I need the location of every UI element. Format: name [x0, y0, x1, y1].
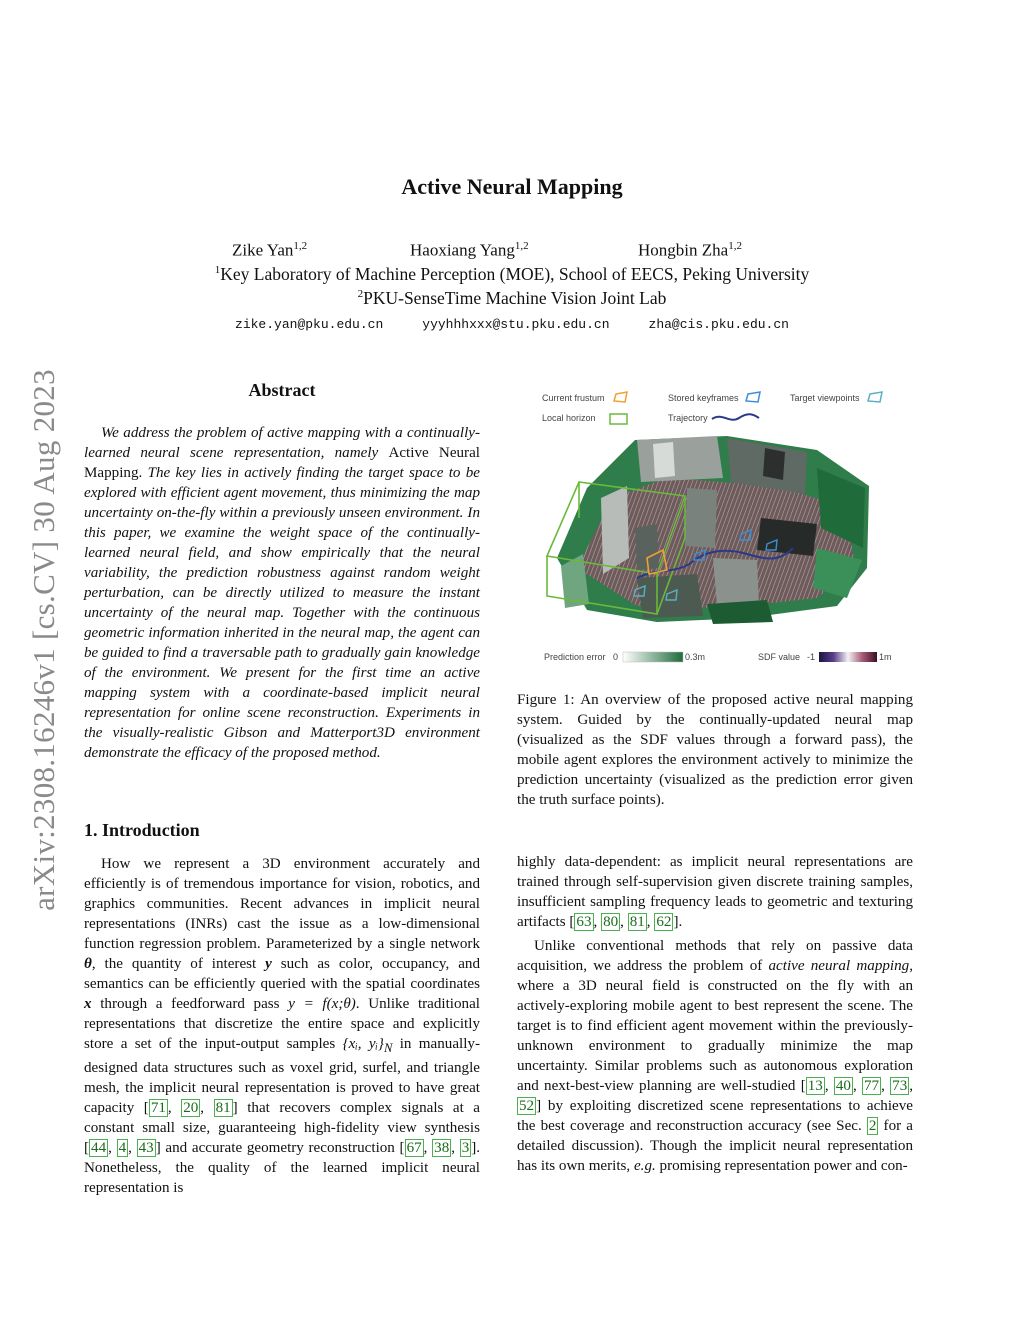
citation-link[interactable]: 43	[138, 1140, 154, 1157]
math-formula: {xᵢ, yᵢ}	[342, 1036, 384, 1052]
body-text: highly data-dependent: as implicit neural representations are trained through self-supervision given discrete training samples, insufficient sampling frequency leads to geometric and texturing artifacts	[517, 854, 913, 930]
sdf-value-max: 1m	[879, 652, 892, 662]
body-text: through a feedforward pass	[91, 996, 289, 1012]
section-heading-introduction: 1. Introduction	[84, 820, 200, 840]
prediction-error-max: 0.3m	[685, 652, 706, 662]
emphasis-text: e.g.	[633, 1158, 656, 1174]
paper-title: Active Neural Mapping	[401, 174, 623, 199]
body-text: , the quantity of interest	[91, 956, 266, 972]
citation-link[interactable]: 52	[519, 1098, 535, 1114]
prediction-error-label: Prediction error	[544, 652, 606, 662]
citation-link[interactable]: 77	[864, 1078, 880, 1094]
math-formula: y = f(x;θ)	[288, 996, 356, 1012]
math-symbol: x	[84, 996, 92, 1012]
author-sup: 1,2	[514, 240, 529, 252]
citation-link[interactable]: 80	[603, 914, 619, 930]
abstract-body	[84, 423, 480, 763]
math-symbol: y	[265, 956, 272, 972]
body-text: .	[678, 914, 683, 930]
sdf-value-colorbar	[819, 652, 877, 662]
legend-stored-keyframes: Stored keyframes	[668, 393, 739, 403]
affiliation-1	[0, 264, 1024, 285]
body-text: that recovers complex signals at a constant small size, guaranteeing high-fidelity view synthesis	[84, 1100, 480, 1137]
frustum-icon	[614, 392, 627, 402]
citation-link[interactable]: 38	[434, 1140, 450, 1157]
abstract-heading: Abstract	[248, 380, 316, 400]
citation-link[interactable]: 3	[461, 1140, 470, 1157]
intro-paragraph-2: Unlike conventional methods that rely on passive data acquisition, we address the problem of active neural mapping, where a 3D neural field is constructed on the fly with an actively-exploring mobile agent to best represent the scene. The target is to find efficient agent movement within the previously-unknown environment to gradually minimize the map uncertainty. Similar problems such as autonomous exploration and next-best-view planning are well-studied [ 13 , 40 , 77 , 73 , 52 ] by exploiting discretized scene representations to achieve the best coverage and reconstruction accuracy (see Sec. 2 for a detailed discussion). Though the implicit neural representation has its own merits, e.g. promising representation power and con-	[517, 938, 914, 1174]
math-subscript: N	[383, 1041, 393, 1056]
local-horizon-icon	[610, 414, 627, 424]
body-text: , where a 3D neural field is constructed on the fly with an actively-exploring mobile agent to best represent the scene. The target is to find efficient agent movement within the previously-unknown environment to gradually minimize the map uncertainty. Similar problems such as autonomous exploration and next-best-view planning are well-studied	[517, 958, 913, 1094]
citation-link[interactable]: 63	[576, 914, 592, 930]
sdf-value-label: SDF value	[758, 652, 801, 662]
email-1[interactable]: zike.yan@pku.edu.cn	[235, 317, 384, 332]
section-link[interactable]: 2	[868, 1118, 877, 1134]
intro-paragraph-1: How we represent a 3D environment accurately and efficiently is of tremendous importance for vision, robotics, and graphics communities. Recent advances in implicit neural representations (INRs) cast the issue as a low-dimensional function regression problem. Parameterized by a single network θ, the quantity of interest y such as color, occupancy, and semantics can be efficiently queried with the spatial coordinates x through a feedforward pass y = f(x;θ). Unlike traditional representations that discretize the entire space and explicitly store a set of the input-output samples {xᵢ, $yᵢ\}_N$ in manually-designed data structures such as voxel grid, surfel, and triangle mesh, the implicit neural representation is proved to have great capacity [ 71 , 20 , 81 ] that recovers complex signals at a constant small size, guaranteeing high-fidelity view synthesis [ 44 , 4 , 43 ] and accurate geometry reconstruction [ 67 , 38 , 3 ]. Nonetheless, the quality of the learned implicit neural representation is	[84, 856, 481, 1197]
affiliation-text: PKU-SenseTime Machine Vision Joint Lab	[363, 288, 667, 308]
body-text: such as color, occupancy, and semantics can be efficiently queried with the spatial coordinates	[84, 956, 480, 992]
abstract-text: We address the problem of active mapping with a continually-learned neural scene representation, namely	[84, 425, 480, 461]
author-1	[232, 240, 307, 261]
citation-link[interactable]: 20	[183, 1100, 199, 1117]
author-sup: 1,2	[293, 240, 308, 252]
emphasis-text: active neural mapping	[768, 958, 910, 974]
figure-1	[517, 378, 913, 668]
figure-1-graphic	[517, 378, 913, 668]
intro-left-column	[84, 854, 480, 1198]
author-name: Haoxiang Yang	[410, 240, 515, 260]
prediction-error-colorbar	[623, 652, 683, 662]
citation-link[interactable]: 62	[656, 914, 672, 930]
legend-local-horizon: Local horizon	[542, 413, 596, 423]
affiliation-sup: 1	[214, 264, 221, 277]
citation-link[interactable]: 44	[91, 1140, 107, 1157]
email-3[interactable]: zha@cis.pku.edu.cn	[648, 317, 789, 332]
citation-link[interactable]: 13	[807, 1078, 823, 1094]
intro-paragraph-continued: highly data-dependent: as implicit neural representations are trained through self-supervision given discrete training samples, insufficient sampling frequency leads to geometric and texturing artifacts [ 63 , 80 , 81 , 62 ].	[517, 854, 913, 930]
prediction-error-min: 0	[613, 652, 619, 662]
citation-link[interactable]: 81	[215, 1100, 231, 1117]
trajectory-icon	[712, 414, 759, 420]
math-symbol: θ	[84, 956, 92, 972]
figure-1-caption	[517, 690, 913, 810]
legend-trajectory: Trajectory	[668, 413, 708, 423]
author-name: Hongbin Zha	[638, 240, 729, 260]
author-2	[410, 240, 529, 261]
body-text: promising representation power and con-	[655, 1158, 908, 1174]
abstract-text: The key lies in actively finding the target space to be explored with efficient agent movement, thus minimizing the map uncertainty on-the-fly within a previously unseen environment. In this paper, we examine the weight space of the continually-learned neural field, and show empirically that the neural variability, the prediction robustness against random weight perturbation, can be directly utilized to measure the instant uncertainty of the neural map. Together with the continuous geometric information inherited in the neural map, the agent can be guided to find a traversable path to gradually gain knowledge of the environment. We present for the first time an active mapping system with a coordinate-based implicit neural representation for online scene reconstruction. Experiments in the visually-realistic Gibson and Matterport3D environment demonstrate the efficacy of the proposed method.	[84, 465, 480, 761]
legend-target-viewpoints: Target viewpoints	[790, 393, 860, 403]
affiliation-text: Key Laboratory of Machine Perception (MOE), School of EECS, Peking University	[220, 264, 810, 284]
body-text: by exploiting discretized scene representations to achieve the best coverage and reconstruction accuracy (see Sec.	[517, 1098, 913, 1134]
citation-link[interactable]: 67	[406, 1140, 422, 1157]
intro-right-column	[517, 852, 913, 1176]
citation-link[interactable]: 40	[835, 1078, 851, 1094]
legend-current-frustum: Current frustum	[542, 393, 605, 403]
body-text: Unlike conventional methods that rely on passive data acquisition, we address the problem of	[517, 938, 913, 974]
affiliation-sup: 2	[357, 288, 364, 301]
email-2[interactable]: yyyhhhxxx@stu.pku.edu.cn	[422, 317, 610, 332]
citation-link[interactable]: 71	[150, 1100, 166, 1117]
scene-render	[557, 436, 869, 624]
abstract-method-name: Active Neural Mapping.	[84, 445, 480, 481]
arxiv-stamp: arXiv:2308.16246v1 [cs.CV] 30 Aug 2023	[26, 369, 61, 911]
body-text: and accurate geometry reconstruction	[160, 1140, 400, 1157]
citation-link[interactable]: 4	[118, 1140, 127, 1157]
author-name: Zike Yan	[232, 240, 294, 260]
abstract-paragraph	[84, 423, 480, 763]
affiliation-2	[0, 288, 1024, 309]
target-viewpoint-icon	[868, 392, 882, 402]
body-text: for a detailed discussion). Though the implicit neural representation has its own merits,	[517, 1118, 913, 1174]
body-text: How we represent a 3D environment accurately and efficiently is of tremendous importance for vision, robotics, and graphics communities. Recent advances in implicit neural representations (INRs) cast the issue as a low-dimensional function regression problem. Parameterized by a single network	[84, 856, 480, 952]
author-emails	[0, 317, 1024, 332]
citation-link[interactable]: 73	[892, 1078, 908, 1094]
body-text: in manually-designed data structures such as voxel grid, surfel, and triangle mesh, the implicit neural representation is proved to have great capacity	[84, 1036, 481, 1117]
body-text: . Nonetheless, the quality of the learned implicit neural representation is	[84, 1140, 481, 1197]
body-text: . Unlike traditional representations that discretize the entire space and explicitly store a set of the input-output samples	[84, 996, 480, 1052]
citation-link[interactable]: 81	[629, 914, 645, 930]
keyframe-icon	[746, 392, 760, 402]
sdf-value-min: -1	[807, 652, 816, 662]
author-sup: 1,2	[728, 240, 742, 252]
caption-text: Figure 1: An overview of the proposed active neural mapping system. Guided by the continually-updated neural map (visualized as the SDF values through a forward pass), the mobile agent explores the environment actively to minimize the prediction uncertainty (visualized as the prediction error given the truth surface points).	[517, 692, 913, 808]
author-3	[638, 240, 742, 261]
